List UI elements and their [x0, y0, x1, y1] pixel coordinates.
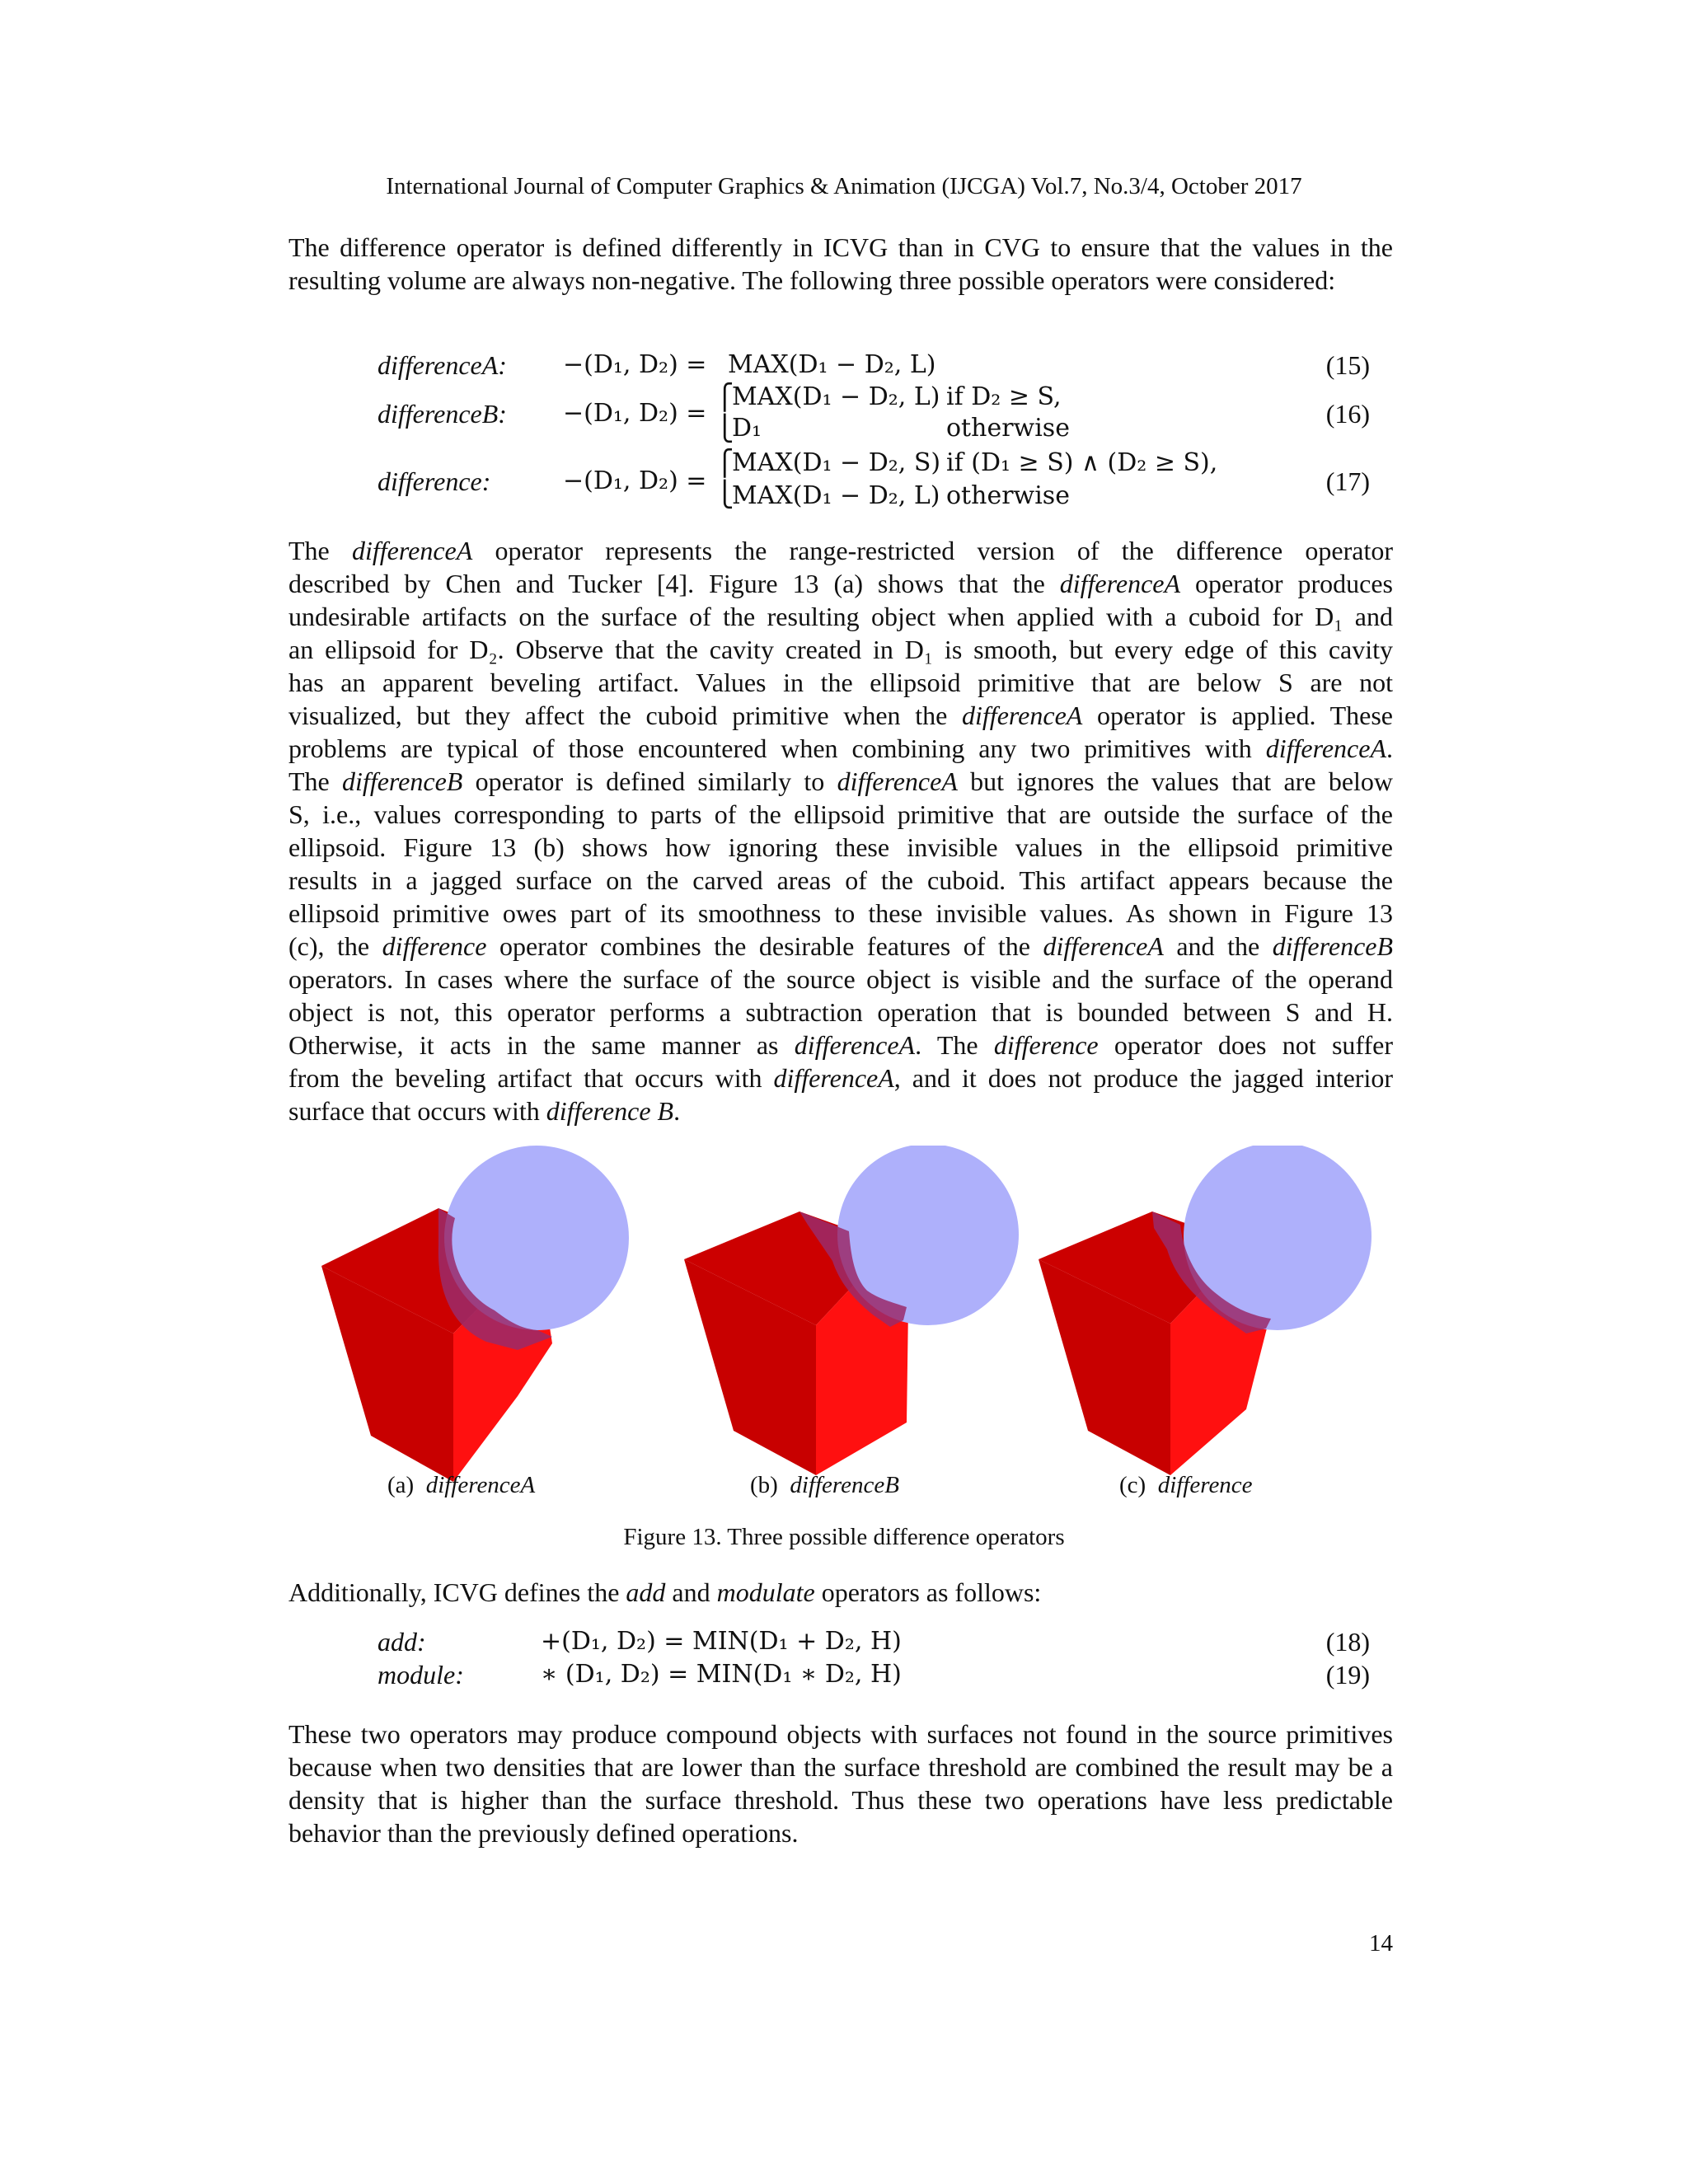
subcaption-c: (c) difference [1119, 1472, 1253, 1498]
case-1-condition: if (D₁ ≥ S) ∧ (D₂ ≥ S), [946, 448, 1218, 477]
text-line: ellipsoid primitive owes part of its smoothness to these invisible values. As shown in Figure 13 [288, 898, 1393, 928]
journal-header: International Journal of Computer Graphics & Animation (IJCGA) Vol.7, No.3/4, October 2017 [386, 173, 1302, 199]
panel-c-render [1039, 1146, 1372, 1475]
text-line: Otherwise, it acts in the same manner as differenceA. The difference operator does not suffer [288, 1030, 1394, 1060]
text-line: The differenceA operator represents the range-restricted version of the difference operator [288, 536, 1394, 565]
page-number: 14 [1369, 1930, 1393, 1957]
case-2-condition: otherwise [946, 414, 1070, 443]
case-2-expr: D₁ [732, 414, 762, 443]
case-1-expr: MAX(D₁ − D₂, S) [732, 448, 941, 477]
case-2-condition: otherwise [946, 481, 1070, 510]
text-line: an ellipsoid for D₂. Observe that the cavity created in D₁ is smooth, but every edge of this cavity [288, 635, 1393, 664]
text-line: ellipsoid. Figure 13 (b) shows how ignoring these invisible values in the ellipsoid primitive [288, 832, 1393, 862]
equation-lhs: −(D₁, D₂) = [563, 399, 707, 428]
equation-number: (19) [1325, 1660, 1370, 1690]
text-line: undesirable artifacts on the surface of the resulting object when applied with a cuboid for D₁ and [288, 602, 1393, 631]
equation-label: module: [377, 1660, 464, 1690]
case-1-expr: MAX(D₁ − D₂, L) [732, 382, 940, 411]
discussion-paragraph [288, 534, 1393, 1127]
equation-label: differenceB: [377, 399, 507, 429]
equation-lhs: −(D₁, D₂) = [563, 466, 707, 495]
add-modulate-intro: Additionally, ICVG defines the add and modulate operators as follows: [288, 1577, 1042, 1607]
equation-number: (18) [1325, 1627, 1370, 1657]
equation-label: add: [377, 1627, 426, 1657]
equation-number: (17) [1325, 466, 1370, 496]
text-line: (c), the difference operator combines the desirable features of the differenceA and the differenceB [288, 931, 1394, 961]
text-line: from the beveling artifact that occurs with differenceA, and it does not produce the jagged interior [288, 1063, 1394, 1093]
text-line: The differenceB operator is defined similarly to differenceA but ignores the values that are below [288, 766, 1394, 796]
text-line: problems are typical of those encountered when combining any two primitives with differenceA. [288, 733, 1393, 763]
equation-number: (15) [1325, 350, 1370, 380]
text-line: has an apparent beveling artifact. Values in the ellipsoid primitive that are below S are not [288, 668, 1393, 697]
text-line: visualized, but they affect the cuboid primitive when the differenceA operator is applied. These [288, 701, 1394, 730]
panel-a-render [321, 1146, 629, 1482]
closing-paragraph: These two operators may produce compound objects with surfaces not found in the source primitives because when two densities that are lower than the surface threshold are combined the result may be a density that is higher than the surface threshold. Thus these two operations have less predictable behavior than the previously defined operations. [288, 1719, 1393, 1848]
left-brace: ⎧ ⎩ [715, 449, 734, 509]
subcaption-b: (b) differenceB [750, 1472, 899, 1498]
figure-caption: Figure 13. Three possible difference operators [623, 1524, 1065, 1550]
text-line: described by Chen and Tucker [4]. Figure 13 (a) shows that the differenceA operator produces [288, 569, 1394, 598]
equation-expr: ∗ (D₁, D₂) = MIN(D₁ ∗ D₂, H) [541, 1660, 902, 1689]
figure-13-panels [313, 1146, 1385, 1483]
equation-number: (16) [1325, 399, 1370, 429]
case-1-condition: if D₂ ≥ S, [946, 382, 1062, 411]
text-line: results in a jagged surface on the carved areas of the cuboid. This artifact appears because the [288, 865, 1393, 895]
text-line: surface that occurs with difference B. [288, 1096, 681, 1126]
text-line: S, i.e., values corresponding to parts of the ellipsoid primitive that are outside the surface of the [288, 799, 1393, 829]
equation-label: difference: [377, 466, 491, 496]
text-line: operators. In cases where the surface of the source object is visible and the surface of the operand [288, 964, 1393, 994]
intro-paragraph: The difference operator is defined differently in ICVG than in CVG to ensure that the values in the resulting volume are always non-negative. The following three possible operators were considered: [288, 232, 1393, 295]
text-line: object is not, this operator performs a subtraction operation that is bounded between S and H. [288, 997, 1393, 1027]
subcaption-a: (a) differenceA [387, 1472, 536, 1498]
equation-rhs: MAX(D₁ − D₂, L) [728, 350, 936, 379]
equation-expr: +(D₁, D₂) = MIN(D₁ + D₂, H) [541, 1627, 902, 1656]
equation-lhs: −(D₁, D₂) = [563, 350, 707, 379]
equation-label: differenceA: [377, 350, 507, 380]
left-brace: ⎧ ⎩ [715, 383, 734, 443]
case-2-expr: MAX(D₁ − D₂, L) [732, 481, 940, 510]
panel-b-render [684, 1146, 1019, 1475]
